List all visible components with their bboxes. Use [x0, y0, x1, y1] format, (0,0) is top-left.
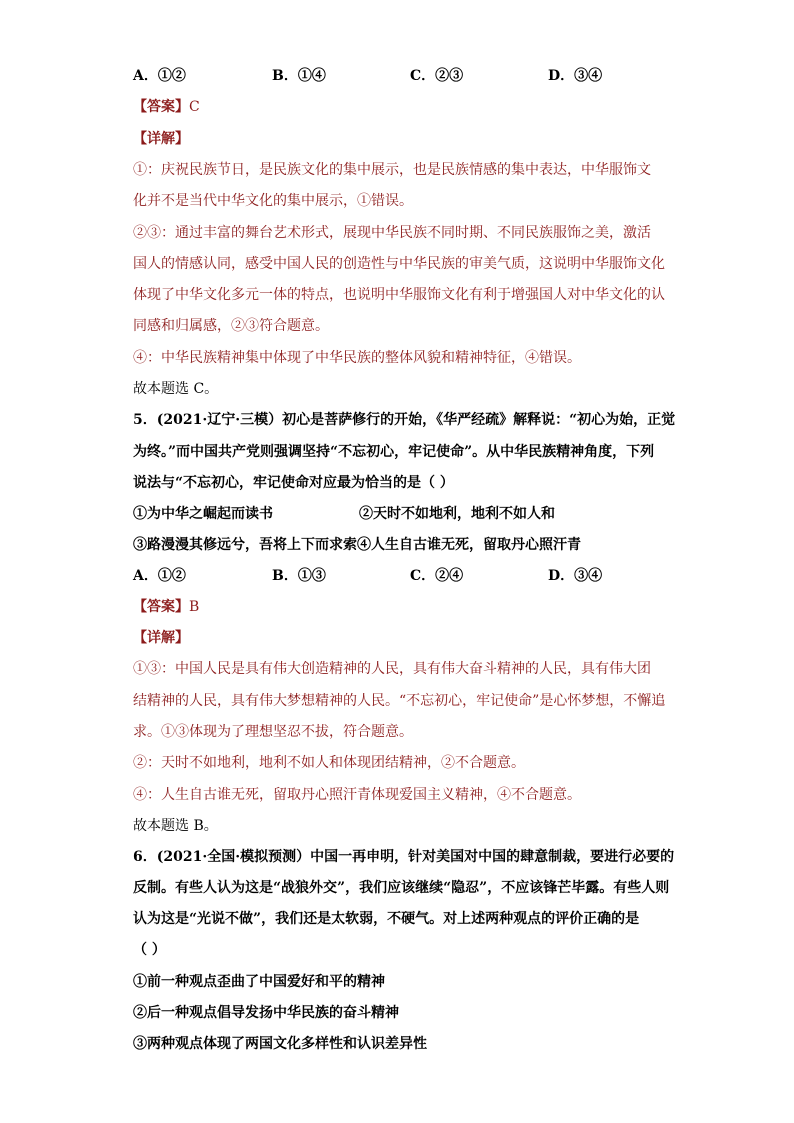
q5-item-3-4: ③路漫漫其修远兮，吾将上下而求索④人生自古谁无死，留取丹心照汗青: [133, 537, 581, 553]
explain-line: ②：天时不如地利，地利不如人和体现团结精神，②不合题意。: [133, 755, 525, 771]
option-c: C．②③: [410, 68, 464, 84]
q6-stem-line: （ ）: [133, 942, 166, 958]
explain-line: 结精神的人民，具有伟大梦想精神的人民。“不忘初心，牢记使命”是心怀梦想，不懈追: [133, 693, 666, 709]
q6-stem-line: 6．(2021·全国·模拟预测）中国一再申明，针对美国对中国的肆意制裁，要进行必要的: [133, 849, 675, 865]
answer-value: C: [189, 99, 200, 115]
explain-line: ④：人生自古谁无死，留取丹心照汗青体现爱国主义精神，④不合题意。: [133, 787, 581, 803]
q5-stem-line: 5．(2021·辽宁·三模）初心是菩萨修行的开始，《华严经疏》解释说：“初心为始，正觉: [133, 412, 676, 428]
conclusion: 故本题选 B。: [133, 818, 218, 834]
option-b: B．①③: [272, 568, 326, 584]
explain-line: 同感和归属感，②③符合题意。: [133, 318, 329, 334]
explain-line: 体现了中华文化多元一体的特点，也说明中华服饰文化有利于增强国人对中华文化的认: [133, 287, 665, 303]
conclusion: 故本题选 C。: [133, 381, 219, 397]
q4-answer: [133, 98, 200, 116]
q5-stem-line: 为终。”而中国共产党则强调坚持“不忘初心，牢记使命”。从中华民族精神角度，下列: [133, 444, 655, 460]
option-d: D．③④: [548, 68, 603, 84]
option-d: D．③④: [548, 568, 603, 584]
q6-item-3: ③两种观点体现了两国文化多样性和认识差异性: [133, 1036, 427, 1052]
q6-item-1: ①前一种观点歪曲了中国爱好和平的精神: [133, 974, 385, 990]
explain-line: 化并不是当代中华文化的集中展示，①错误。: [133, 193, 413, 209]
q5-answer: [133, 598, 199, 616]
explain-line: ④：中华民族精神集中体现了中华民族的整体风貌和精神特征，④错误。: [133, 350, 581, 366]
option-c: C．②④: [410, 568, 464, 584]
q4-explain-label: 【详解】: [133, 131, 189, 147]
q6-item-2: ②后一种观点倡导发扬中华民族的奋斗精神: [133, 1005, 399, 1021]
q6-stem-line: 反制。有些人认为这是“战狼外交”，我们应该继续“隐忍”，不应该锋芒毕露。有些人则: [133, 880, 670, 896]
explain-line: ①③：中国人民是具有伟大创造精神的人民，具有伟大奋斗精神的人民，具有伟大团: [133, 661, 651, 677]
answer-label: 【答案】: [133, 99, 189, 115]
q5-explain-label: 【详解】: [133, 630, 189, 646]
q5-item-2: ②天时不如地利，地利不如人和: [359, 506, 555, 522]
option-a: A．①②: [133, 568, 186, 584]
explain-line: ②③：通过丰富的舞台艺术形式，展现中华民族不同时期、不同民族服饰之美，激活: [133, 225, 651, 241]
answer-label: 【答案】: [133, 599, 189, 615]
option-a: A．①②: [133, 68, 186, 84]
q6-stem-line: 认为这是“光说不做”，我们还是太软弱，不硬气。对上述两种观点的评价正确的是: [133, 911, 640, 927]
q5-stem-line: 说法与“不忘初心，牢记使命对应最为恰当的是（ ）: [133, 475, 454, 491]
option-b: B．①④: [272, 68, 326, 84]
answer-value: B: [189, 599, 200, 615]
explain-line: 求。①③体现为了理想坚忍不拔，符合题意。: [133, 724, 413, 740]
explain-line: 国人的情感认同，感受中国人民的创造性与中华民族的审美气质，这说明中华服饰文化: [133, 256, 665, 272]
q5-item-1: ①为中华之崛起而读书: [133, 506, 273, 522]
explain-line: ①：庆祝民族节日，是民族文化的集中展示，也是民族情感的集中表达，中华服饰文: [133, 162, 651, 178]
